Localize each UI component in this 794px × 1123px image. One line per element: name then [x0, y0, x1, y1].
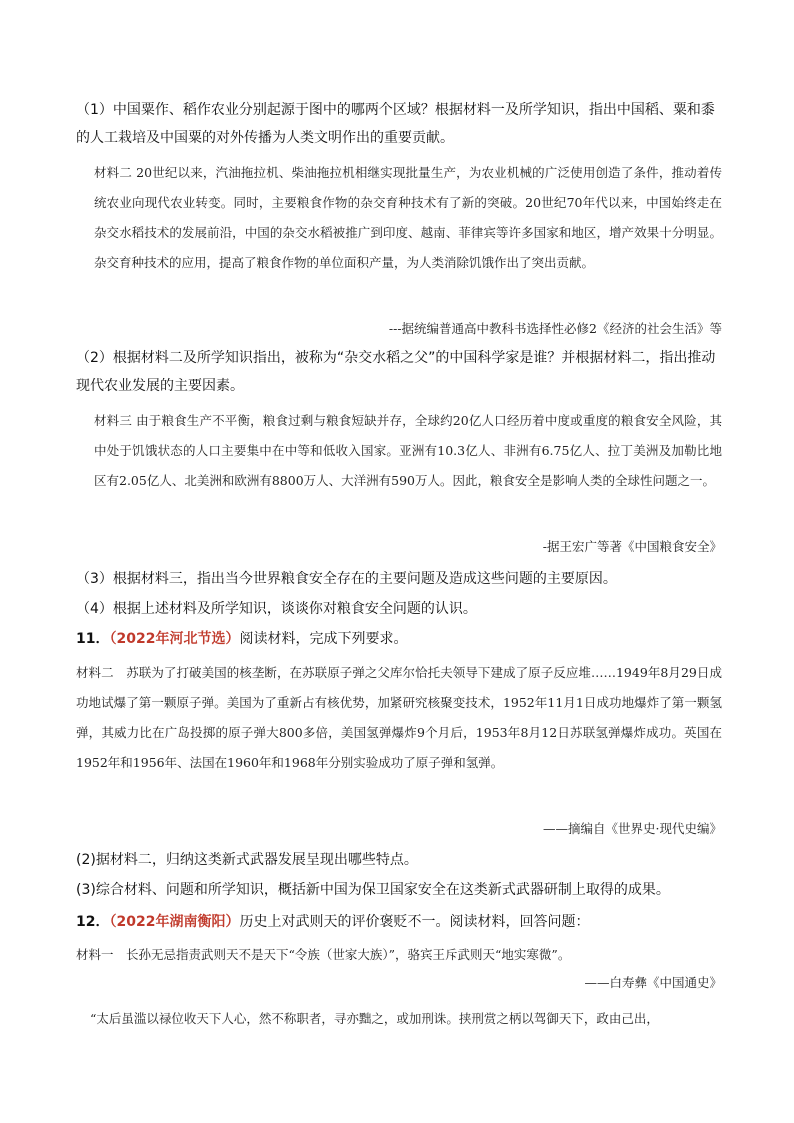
problem-12-heading — [76, 908, 722, 936]
material-3: 材料三 由于粮食生产不平衡，粮食过剩与粮食短缺并存，全球约20亿人口经历着中度或重度的粮食安全风险，其中处于饥饿状态的人口主要集中在中等和低收入国家。亚洲有10.3亿人、非洲有6.75亿人、拉丁美洲及加勒比地区有2.05亿人、北美洲和欧洲有8800万人、大洋洲有590万人。因此，粮食安全是影响人类的全球性问题之一。 — [94, 413, 722, 488]
problem-11-heading — [76, 625, 722, 653]
problem-12-instruction: 历史上对武则天的评价褒贬不一。阅读材料，回答问题： — [239, 914, 590, 930]
material-2: 材料二 20世纪以来，汽油拖拉机、柴油拖拉机相继实现批量生产，为农业机械的广泛使用创造了条件，推动着传统农业向现代农业转变。同时，主要粮食作物的杂交育种技术有了新的突破。20世纪70年代以来，中国始终走在杂交水稻技术的发展前沿，中国的杂交水稻被推广到印度、越南、菲律宾等许多国家和地区，增产效果十分明显。杂交育种技术的应用，提高了粮食作物的单位面积产量，为人类消除饥饿作出了突出贡献。 — [94, 165, 722, 270]
problem-11-material-2: 材料二 苏联为了打破美国的核垄断，在苏联原子弹之父库尔恰托夫领导下建成了原子反应堆……1949年8月29日成功地试爆了第一颗原子弹。美国为了重新占有核优势，加紧研究核聚变技术，1952年11月1日成功地爆炸了第一颗氢弹，其威力比在广岛投掷的原子弹大800多倍，美国氢弹爆炸9个月后，1953年8月12日苏联氢弹爆炸成功。英国在1952年和1956年、法国在1960年和1968年分别实验成功了原子弹和氢弹。 — [76, 665, 722, 770]
problem-12-number: 12． — [76, 914, 110, 930]
question-2: （2）根据材料二及所学知识指出，被称为“杂交水稻之父”的中国科学家是谁？并根据材料二，指出推动现代农业发展的主要因素。 — [76, 350, 716, 394]
question-1: （1）中国粟作、稻作农业分别起源于图中的哪两个区域？根据材料一及所学知识，指出中国稻、粟和黍的人工栽培及中国粟的对外传播为人类文明作出的重要贡献。 — [76, 102, 715, 146]
problem-11-number: 11． — [76, 631, 110, 647]
problem-11-instruction: 阅读材料，完成下列要求。 — [239, 631, 408, 647]
problem-11-question-3: (3)综合材料、问题和所学知识，概括新中国为保卫国家安全在这类新式武器研制上取得的成果。 — [76, 882, 670, 898]
problem-12-material-source: ——白寿彝《中国通史》 — [584, 975, 722, 990]
question-4: （4）根据上述材料及所学知识，谈谈你对粮食安全问题的认识。 — [76, 601, 477, 617]
material-2-source: ---据统编普通高中教科书选择性必修2《经济的社会生活》等 — [388, 321, 722, 336]
material-3-source: -据王宏广等著《中国粮食安全》 — [542, 539, 722, 554]
problem-11-material-source: ——摘编自《世界史·现代史编》 — [543, 821, 722, 836]
problem-12-quote: “太后虽滥以禄位收天下人心，然不称职者，寻亦黜之，或加刑诛。挟刑赏之柄以驾御天下，政由己出， — [90, 1011, 659, 1026]
problem-11-source-tag: （2022年河北节选） — [109, 631, 240, 647]
problem-11-question-2: (2)据材料二，归纳这类新式武器发展呈现出哪些特点。 — [76, 852, 418, 868]
problem-12-material-1: 材料一 长孙无忌指责武则天不是天下“令族（世家大族）”，骆宾王斥武则天“地实寒微”。 — [76, 947, 571, 962]
problem-12-source-tag: （2022年湖南衡阳） — [109, 914, 240, 930]
question-3: （3）根据材料三，指出当今世界粮食安全存在的主要问题及造成这些问题的主要原因。 — [76, 571, 617, 587]
